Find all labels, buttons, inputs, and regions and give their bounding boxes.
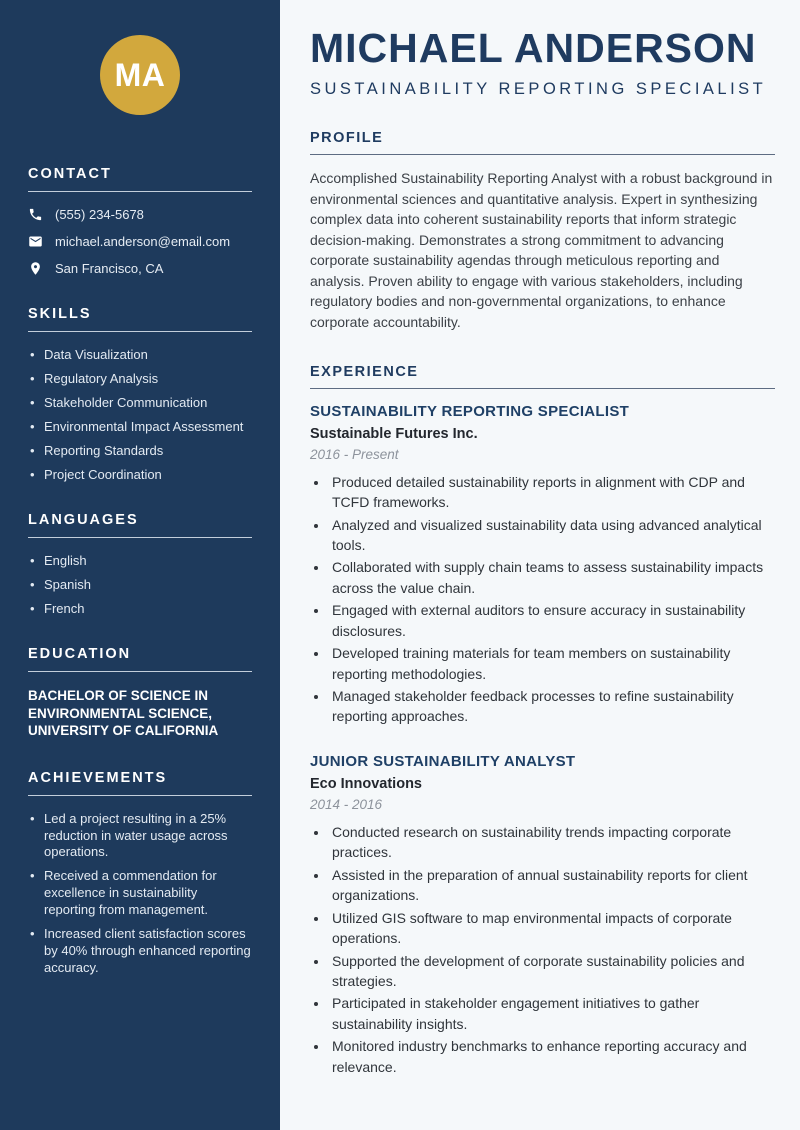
job-bullet: • Assisted in the preparation of annual sustainability reports for client organizations. [329, 865, 775, 906]
languages-heading: LANGUAGES [28, 512, 139, 528]
contact-location: San Francisco, CA [55, 261, 164, 276]
profile-text: Accomplished Sustainability Reporting Analyst with a robust background in environmental sciences and quantitative analysis. Expert in synthesizing complex data into coherent sustainability reports that inform strategic decision-making. Demonstrates a strong commitment to advancing corporate sustainability agendas through meticulous reporting and analysis. Proven ability to engage with various stakeholders, including regulatory bodies and non-governmental organizations, to enhance corporate accountability. [310, 170, 773, 331]
avatar [100, 35, 180, 115]
profile-section [310, 130, 775, 333]
location-icon [28, 261, 43, 276]
job-company: Sustainable Futures Inc. [310, 425, 478, 442]
profile-heading: PROFILE [310, 130, 384, 146]
language-item: • Spanish [28, 577, 252, 592]
education-degree: BACHELOR OF SCIENCE IN ENVIRONMENTAL SCIENCE, UNIVERSITY OF CALIFORNIA [28, 688, 219, 739]
experience-heading: EXPERIENCE [310, 363, 419, 380]
skills-section [28, 306, 252, 482]
skill-item: • Reporting Standards [28, 443, 252, 458]
job-company: Eco Innovations [310, 775, 422, 792]
skill-item: • Stakeholder Communication [28, 395, 252, 410]
job-bullet: • Monitored industry benchmarks to enhance reporting accuracy and relevance. [329, 1036, 775, 1077]
contact-heading: CONTACT [28, 166, 112, 182]
job-bullet: • Produced detailed sustainability reports in alignment with CDP and TCFD frameworks. [329, 472, 775, 513]
job-bullet: • Analyzed and visualized sustainability data using advanced analytical tools. [329, 515, 775, 556]
job-title: SUSTAINABILITY REPORTING SPECIALIST [310, 402, 630, 420]
skill-item: • Environmental Impact Assessment [28, 419, 252, 434]
job-bullet: • Developed training materials for team members on sustainability reporting methodologies. [329, 643, 775, 684]
job-dates: 2014 - 2016 [310, 796, 383, 812]
achievements-section [28, 770, 252, 977]
sidebar [0, 0, 280, 1130]
achievement-item: • Received a commendation for excellence in sustainability reporting from management. [28, 868, 252, 919]
achievement-item: • Led a project resulting in a 25% reduction in water usage across operations. [28, 811, 252, 862]
achievement-item: • Increased client satisfaction scores by 40% through enhanced reporting accuracy. [28, 926, 252, 977]
job-bullet-list [310, 822, 775, 1077]
skill-item: • Project Coordination [28, 467, 252, 482]
job-bullet: • Managed stakeholder feedback processes to refine sustainability reporting approaches. [329, 686, 775, 727]
job-bullet: • Supported the development of corporate sustainability policies and strategies. [329, 951, 775, 992]
achievements-list [28, 811, 252, 977]
section-divider [28, 191, 252, 192]
job-bullet: • Collaborated with supply chain teams to assess sustainability impacts across the value chain. [329, 557, 775, 598]
section-divider [28, 331, 252, 332]
experience-section [310, 364, 775, 1078]
language-item: • English [28, 553, 252, 568]
avatar-initials: MA [114, 56, 166, 93]
phone-icon [28, 207, 43, 222]
section-divider [310, 388, 775, 389]
job-bullet-list [310, 472, 775, 727]
job-bullet: • Engaged with external auditors to ensure accuracy in sustainability disclosures. [329, 600, 775, 641]
education-section [28, 646, 252, 740]
contact-phone: (555) 234-5678 [55, 207, 144, 222]
achievements-heading: ACHIEVEMENTS [28, 769, 168, 786]
contact-email: michael.anderson@email.com [55, 234, 231, 249]
job-bullet: • Utilized GIS software to map environmental impacts of corporate operations. [329, 908, 775, 949]
languages-section [28, 512, 252, 616]
section-divider [28, 795, 252, 796]
section-divider [310, 154, 775, 155]
job-bullet: • Conducted research on sustainability trends impacting corporate practices. [329, 822, 775, 863]
job-entry [310, 403, 775, 727]
job-dates: 2016 - Present [310, 446, 399, 462]
section-divider [28, 671, 252, 672]
language-item: • French [28, 601, 252, 616]
job-entry [310, 753, 775, 1077]
section-divider [28, 537, 252, 538]
skills-heading: SKILLS [28, 306, 92, 322]
job-title: JUNIOR SUSTAINABILITY ANALYST [310, 752, 576, 770]
contact-section [28, 166, 252, 276]
skill-item: • Data Visualization [28, 347, 252, 362]
skill-item: • Regulatory Analysis [28, 371, 252, 386]
main-content [280, 0, 800, 1130]
job-bullet: • Participated in stakeholder engagement initiatives to gather sustainability insights. [329, 993, 775, 1034]
skills-list [28, 347, 252, 482]
person-name: MICHAEL ANDERSON [310, 25, 757, 71]
education-heading: EDUCATION [28, 646, 132, 662]
mail-icon [28, 234, 43, 249]
contact-row-location [28, 261, 252, 276]
contact-row-email [28, 234, 252, 249]
person-title: SUSTAINABILITY REPORTING SPECIALIST [310, 80, 767, 98]
contact-row-phone [28, 207, 252, 222]
languages-list [28, 553, 252, 616]
